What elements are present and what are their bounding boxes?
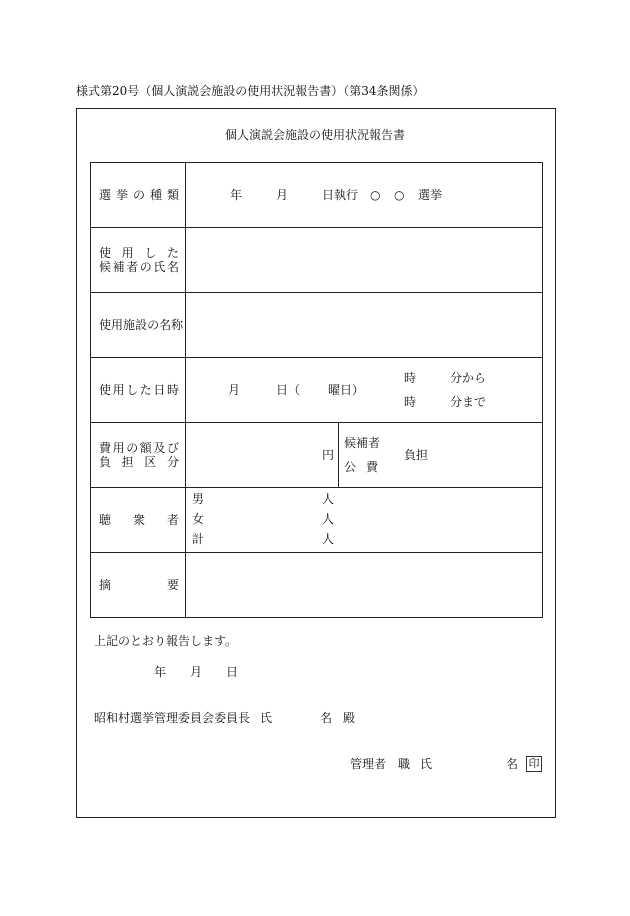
label-char: の	[147, 318, 160, 332]
label-cell	[91, 228, 186, 293]
remarks-label	[99, 578, 179, 592]
label-char: 衆	[132, 513, 145, 527]
cost-label-line1	[99, 441, 179, 455]
row-datetime	[91, 358, 543, 423]
row-remarks	[91, 553, 543, 618]
form-code: 様式第20号（個人演説会施設の使用状況報告書）（第34条関係）	[76, 84, 425, 98]
election-type-label	[99, 188, 179, 202]
footer-day-unit: 日	[226, 665, 239, 679]
row-cost	[91, 423, 543, 488]
label-char: 負	[99, 455, 112, 469]
label-char: 用	[112, 441, 125, 455]
person-unit: 人	[322, 492, 335, 506]
manager-shi: 氏	[420, 757, 433, 771]
candidate-field[interactable]	[186, 228, 543, 293]
label-char: の	[139, 260, 152, 274]
hour-from-unit: 時	[404, 371, 417, 385]
weekday-unit: 曜日）	[328, 383, 365, 397]
candidate-label-line2	[99, 260, 179, 274]
footer-year-unit: 年	[154, 665, 167, 679]
person-unit: 人	[322, 532, 335, 546]
label-cell	[91, 423, 186, 488]
label-char: 用	[112, 383, 125, 397]
label-char: し	[144, 246, 157, 260]
label-char: 時	[166, 383, 179, 397]
label-cell	[91, 293, 186, 358]
label-char: 区	[144, 455, 157, 469]
label-char: 用	[121, 246, 134, 260]
label-char: 摘	[99, 578, 112, 592]
facility-label	[99, 318, 184, 332]
label-char: 聴	[99, 513, 112, 527]
label-char: 名	[166, 260, 179, 274]
label-char: 者	[126, 260, 139, 274]
label-char: 補	[112, 260, 125, 274]
yen-unit: 円	[322, 448, 335, 462]
label-cell	[91, 358, 186, 423]
label-char: 選	[99, 188, 112, 202]
label-char: 氏	[153, 260, 166, 274]
female-label: 女	[192, 512, 205, 526]
label-char: 挙	[115, 188, 128, 202]
cost-label-line2	[99, 455, 179, 469]
label-char: 用	[111, 318, 124, 332]
burden-label: 負担	[404, 448, 429, 462]
audience-field[interactable]	[186, 488, 543, 553]
remarks-field[interactable]	[186, 553, 543, 618]
label-char: 設	[135, 318, 148, 332]
election-type-field[interactable]	[186, 163, 543, 228]
label-char: の	[126, 441, 139, 455]
row-audience	[91, 488, 543, 553]
label-cell	[91, 163, 186, 228]
facility-field[interactable]	[186, 293, 543, 358]
row-candidate	[91, 228, 543, 293]
label-char: 使	[99, 318, 112, 332]
label-char: し	[126, 383, 139, 397]
footer-month-unit: 月	[190, 665, 203, 679]
label-char: の	[132, 188, 145, 202]
hour-to-unit: 時	[404, 395, 417, 409]
label-char: 候	[99, 260, 112, 274]
label-char: 者	[166, 513, 179, 527]
label-char: 使	[99, 383, 112, 397]
manager-title: 職	[398, 757, 411, 771]
datetime-field[interactable]	[186, 358, 543, 423]
label-char: 費	[99, 441, 112, 455]
month-unit: 月	[228, 383, 241, 397]
public-burden-label: 公費	[344, 460, 389, 474]
year-unit: 年	[230, 188, 243, 202]
label-char: た	[166, 246, 179, 260]
minute-to-unit: 分まで	[450, 395, 487, 409]
label-char: 名	[159, 318, 172, 332]
label-char: 分	[166, 455, 179, 469]
cost-field[interactable]	[186, 423, 543, 488]
audience-label	[99, 513, 179, 527]
label-char: 類	[166, 188, 179, 202]
datetime-label	[99, 383, 179, 397]
label-char: 称	[171, 318, 184, 332]
candidate-burden-label: 候補者	[344, 436, 381, 450]
label-char: 及	[153, 441, 166, 455]
report-table	[90, 162, 543, 618]
addressee-mei: 名	[320, 711, 333, 725]
label-char: 種	[149, 188, 162, 202]
label-char: 担	[121, 455, 134, 469]
candidate-label-line1	[99, 246, 179, 260]
label-char: た	[139, 383, 152, 397]
manager-label: 管理者	[350, 757, 387, 771]
male-label: 男	[192, 492, 205, 506]
seal-mark: 印	[526, 756, 542, 772]
label-char: び	[166, 441, 179, 455]
label-char: 日	[153, 383, 166, 397]
row-election-type	[91, 163, 543, 228]
month-unit: 月	[276, 188, 289, 202]
person-unit: 人	[322, 512, 335, 526]
manager-mei: 名	[506, 757, 519, 771]
executed-label: 日執行	[322, 188, 359, 202]
label-cell	[91, 488, 186, 553]
addressee: 昭和村選挙管理委員会委員長	[94, 711, 251, 725]
label-char: 施	[123, 318, 136, 332]
election-label: 選挙	[418, 188, 443, 202]
day-unit: 日（	[276, 383, 301, 397]
minute-from-unit: 分から	[450, 371, 487, 385]
form-title: 個人演説会施設の使用状況報告書	[224, 128, 405, 142]
total-label: 計	[192, 532, 205, 546]
label-char: 額	[139, 441, 152, 455]
label-char: 使	[99, 246, 112, 260]
addressee-shi: 氏	[260, 711, 273, 725]
label-char: 要	[166, 578, 179, 592]
addressee-honorific: 殿	[343, 711, 356, 725]
cost-divider	[338, 423, 339, 487]
statement: 上記のとおり報告します。	[94, 634, 238, 648]
circle-placeholder: ○	[394, 188, 405, 202]
label-cell	[91, 553, 186, 618]
circle-placeholder: ○	[370, 188, 381, 202]
row-facility	[91, 293, 543, 358]
